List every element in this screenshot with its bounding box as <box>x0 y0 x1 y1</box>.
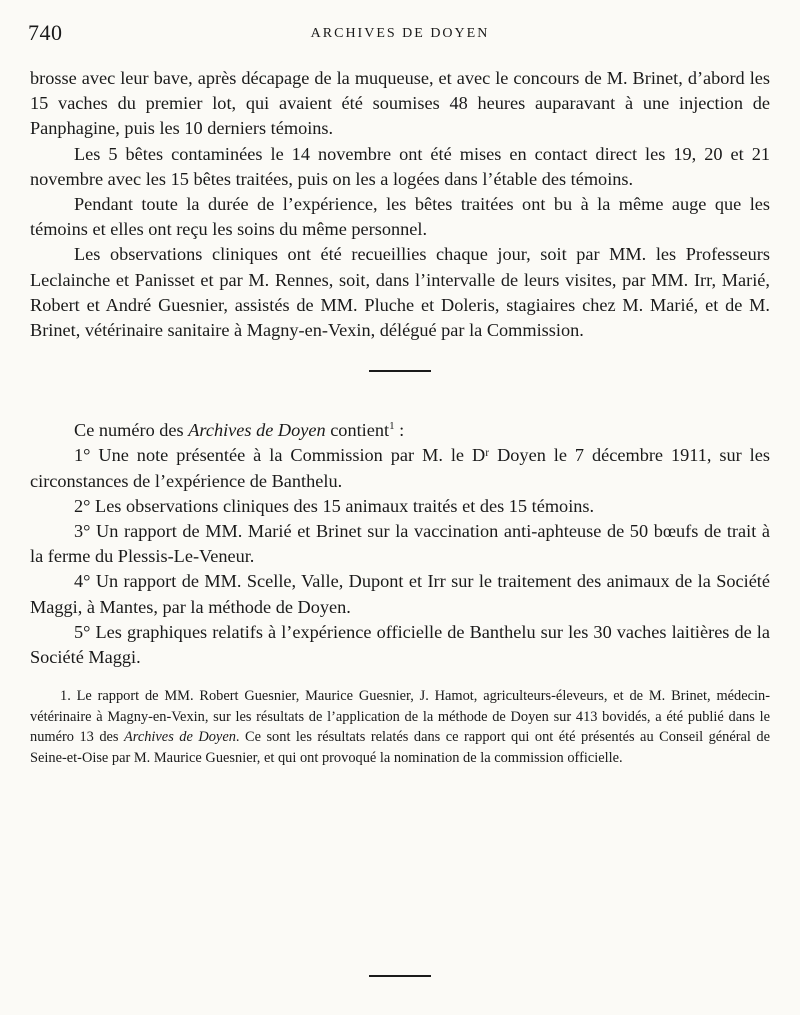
footnote-text <box>30 686 770 768</box>
running-title: ARCHIVES DE DOYEN <box>310 26 490 41</box>
contents-intro-before: Ce numéro des <box>74 420 189 441</box>
footnote-marker: 1 <box>389 420 395 433</box>
contents-item: 2° Les observations cliniques des 15 animaux traités et des 15 témoins. <box>74 495 595 516</box>
page-number: 740 <box>28 20 63 45</box>
journal-title: Archives de Doyen <box>188 420 326 441</box>
footnote-before: 1. Le rapport de MM. Robert Guesnier, Maurice Guesnier, J. Hamot, agriculteurs-éleveurs, et de M. Brinet, médecin-vétérinaire à Magny-en-Vexin, sur les résultats de l’application de la méthode de Doyen sur 413 bovidés, a été publié dans le numéro 13 des <box>30 688 770 746</box>
bottom-divider <box>369 975 431 977</box>
footnote-journal-title: Archives de Doyen <box>123 729 236 746</box>
footnote <box>30 686 770 768</box>
paragraph-continued: brosse avec leur bave, après décapage de la muqueuse, et avec le concours de M. Brinet, d’abord les 15 vaches du premier lot, qui avaient été soumises 48 heures auparavant à une injection de Panphagine, puis les 10 derniers témoins. <box>30 68 770 139</box>
page-body <box>30 66 770 768</box>
contents-intro <box>30 418 770 443</box>
section-divider <box>369 370 431 372</box>
paragraph: Les observations cliniques ont été recueillies chaque jour, soit par MM. les Professeurs Leclainche et Panisset et par M. Rennes, soit, dans l’intervalle de leurs visites, par MM. Irr, Marié, Robert et André Guesnier, assistés de MM. Pluche et Doleris, stagiaires chez M. Marié, et de M. Brinet, vétérinaire sanitaire à Magny-en-Vexin, délégué par la Commission. <box>30 244 770 341</box>
contents-intro-end: : <box>394 420 405 441</box>
footnote-after: . Ce sont les résultats relatés dans ce rapport qui ont été présentés au Conseil général de Seine-et-Oise par M. Maurice Guesnier, et qui ont provoqué la nomination de la commission officielle. <box>30 729 770 766</box>
contents-item: 5° Les graphiques relatifs à l’expérience officielle de Banthelu sur les 30 vaches laitières de la Société Maggi. <box>30 621 770 668</box>
contents-intro-after: contient <box>325 420 390 441</box>
paragraph: Les 5 bêtes contaminées le 14 novembre ont été mises en contact direct les 19, 20 et 21 novembre avec les 15 bêtes traitées, puis on les a logées dans l’étable des témoins. <box>30 143 770 189</box>
contents-item: 4° Un rapport de MM. Scelle, Valle, Dupont et Irr sur le traitement des animaux de la Société Maggi, à Mantes, par la méthode de Doyen. <box>30 571 770 617</box>
contents-item: 1° Une note présentée à la Commission par M. le Dʳ Doyen le 7 décembre 1911, sur les circonstances de l’expérience de Banthelu. <box>30 445 770 491</box>
contents-item: 3° Un rapport de MM. Marié et Brinet sur la vaccination anti-aphteuse de 50 bœufs de trait à la ferme du Plessis-Le-Veneur. <box>30 521 770 567</box>
page-header <box>28 20 772 52</box>
paragraph: Pendant toute la durée de l’expérience, les bêtes traitées ont bu à la même auge que les témoins et elles ont reçu les soins du même personnel. <box>30 194 770 240</box>
